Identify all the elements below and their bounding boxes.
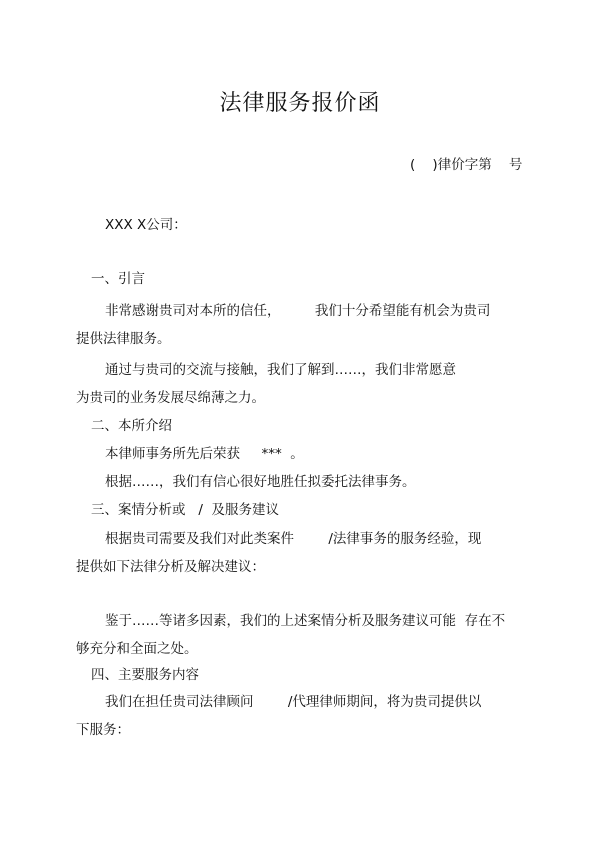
section-heading-case-analysis: 三、案情分析或 / 及服务建议 <box>91 502 280 518</box>
paragraph-line: 鉴于……等诸多因素，我们的上述案情分析及服务建议可能 存在不 <box>105 613 506 629</box>
document-title: 法律服务报价函 <box>219 91 381 116</box>
paragraph-line: 非常感谢贵司对本所的信任， 我们十分希望能有机会为贵司 <box>105 303 491 319</box>
paragraph-line: 提供如下法律分析及解决建议： <box>76 559 265 575</box>
paragraph-line: 我们在担任贵司法律顾问 /代理律师期间，将为贵司提供以 <box>105 694 482 710</box>
paragraph-line: 提供法律服务。 <box>76 331 171 347</box>
paragraph-line: 本律师事务所先后荣获 *** 。 <box>105 446 304 462</box>
section-heading-main-services: 四、主要服务内容 <box>91 667 199 683</box>
paragraph-line: 够充分和全面之处。 <box>76 641 198 657</box>
section-heading-firm-introduction: 二、本所介绍 <box>91 418 172 434</box>
salutation: XXX X公司： <box>105 217 187 233</box>
section-heading-introduction: 一、引言 <box>91 271 145 287</box>
paragraph-line: 为贵司的业务发展尽绵薄之力。 <box>76 390 265 406</box>
paragraph-line: 下服务： <box>76 722 130 738</box>
paragraph-line: 根据贵司需要及我们对此类案件 /法律事务的服务经验，现 <box>105 531 482 547</box>
reference-number: ( )律价字第 号 <box>410 157 523 173</box>
paragraph-line: 通过与贵司的交流与接触，我们了解到……，我们非常愿意 <box>105 362 456 378</box>
paragraph-line: 根据……，我们有信心很好地胜任拟委托法律事务。 <box>105 474 416 490</box>
